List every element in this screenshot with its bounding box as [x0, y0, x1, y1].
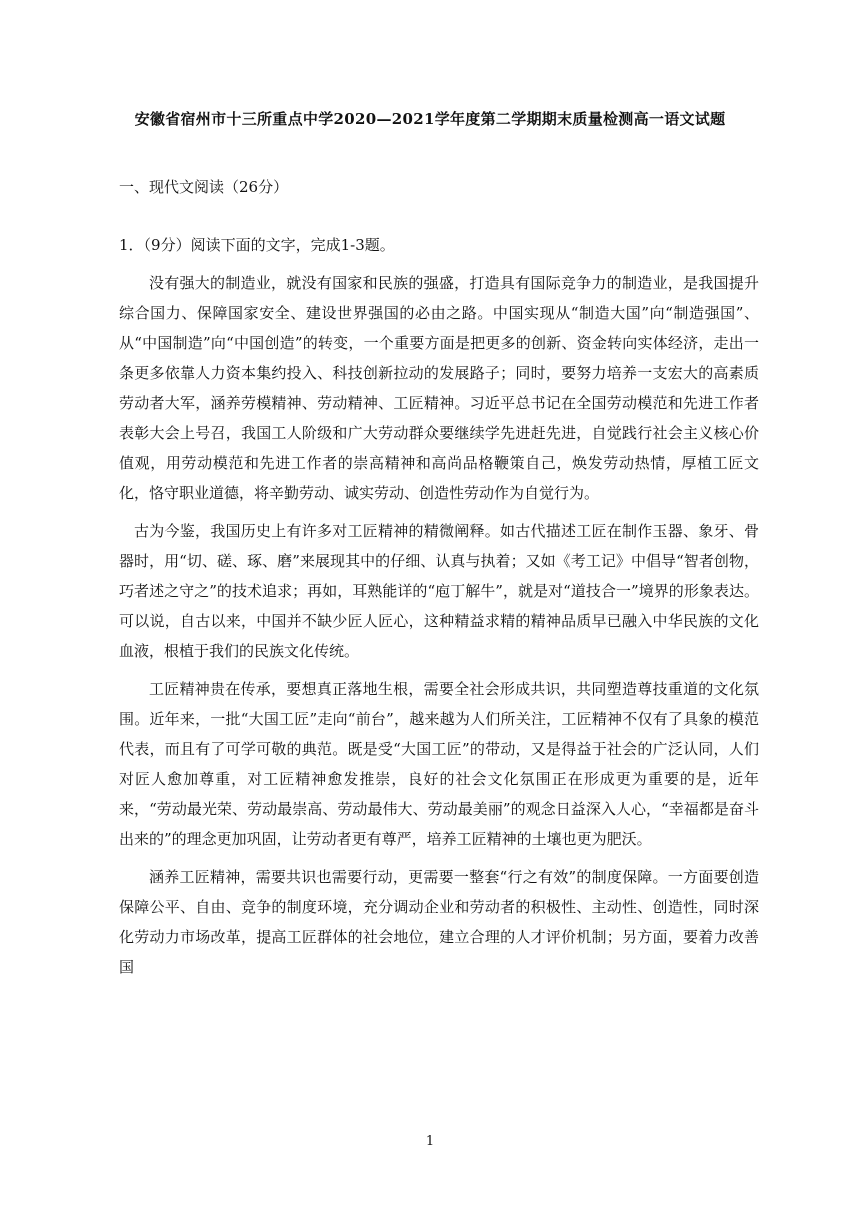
- section-heading: 一、现代文阅读（26分）: [119, 178, 289, 196]
- passage-paragraph-2: 古为今鉴，我国历史上有许多对工匠精神的精微阐释。如古代描述工匠在制作玉器、象牙、骨器时，用“切、磋、琢、磨”来展现其中的仔细、认真与执着；又如《考工记》中倡导“智者创物，巧者述之守之”的技术追求；再如，耳熟能详的“庖丁解牛”，就是对“道技合一”境界的形象表达。可以说，自古以来，中国并不缺少匠人匠心，这种精益求精的精神品质早已融入中华民族的文化血液，根植于我们的民族文化传统。: [119, 522, 759, 660]
- question-intro: 1．（9分）阅读下面的文字，完成1-3题。: [119, 236, 395, 254]
- document-title: 安徽省宿州市十三所重点中学2020—2021学年度第二学期期末质量检测高一语文试题: [134, 110, 726, 128]
- page-number: 1: [425, 1134, 435, 1149]
- passage-body: [119, 268, 759, 990]
- passage-paragraph-1: 没有强大的制造业，就没有国家和民族的强盛，打造具有国际竞争力的制造业，是我国提升综合国力、保障国家安全、建设世界强国的必由之路。中国实现从“制造大国”向“制造强国”、从“中国制造”向“中国创造”的转变，一个重要方面是把更多的创新、资金转向实体经济，走出一条更多依靠人力资本集约投入、科技创新拉动的发展路子；同时，要努力培养一支宏大的高素质劳动者大军，涵养劳模精神、劳动精神、工匠精神。习近平总书记在全国劳动模范和先进工作者表彰大会上号召，我国工人阶级和广大劳动群众要继续学先进赶先进，自觉践行社会主义核心价值观，用劳动模范和先进工作者的崇高精神和高尚品格鞭策自己，焕发劳动热情，厚植工匠文化，恪守职业道德，将辛勤劳动、诚实劳动、创造性劳动作为自觉行为。: [119, 274, 759, 502]
- passage-paragraph-4: 涵养工匠精神，需要共识也需要行动，更需要一整套“行之有效”的制度保障。一方面要创造保障公平、自由、竞争的制度环境，充分调动企业和劳动者的积极性、主动性、创造性，同时深化劳动力市场改革，提高工匠群体的社会地位，建立合理的人才评价机制；另方面，要着力改善国: [119, 868, 759, 976]
- passage-paragraph-3: 工匠精神贵在传承，要想真正落地生根，需要全社会形成共识，共同塑造尊技重道的文化氛围。近年来，一批“大国工匠”走向“前台”，越来越为人们所关注，工匠精神不仅有了具象的模范代表，而且有了可学可敬的典范。既是受“大国工匠”的带动，又是得益于社会的广泛认同，人们对匠人愈加尊重，对工匠精神愈发推崇，良好的社会文化氛围正在形成更为重要的是，近年来，“劳动最光荣、劳动最崇高、劳动最伟大、劳动最美丽”的观念日益深入人心，“幸福都是奋斗出来的”的理念更加巩固，让劳动者更有尊严，培养工匠精神的土壤也更为肥沃。: [119, 680, 759, 848]
